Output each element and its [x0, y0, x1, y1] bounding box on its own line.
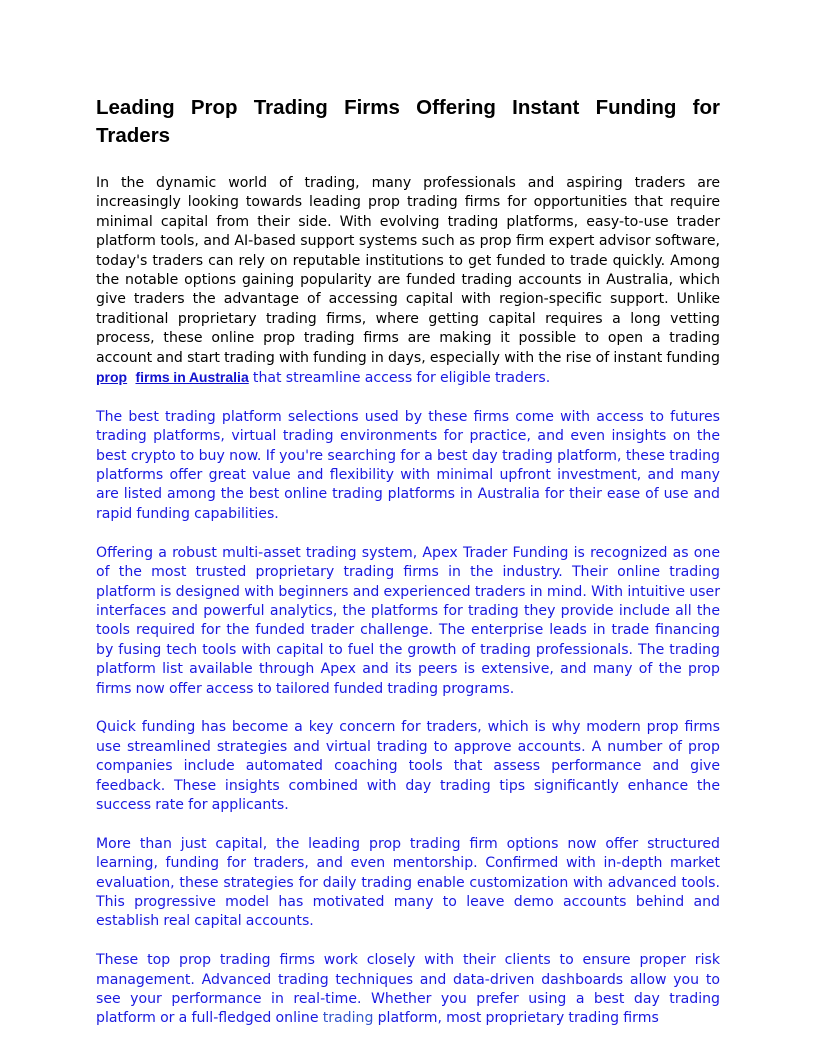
paragraph-risk-text: These top prop trading firms work closely with their clients to ensure proper risk management. Advanced trading techniques and data-driven dashboards allow you to see your performance in real-time. Whether you prefer using a best day trading platform or a full-fledged online: [96, 952, 720, 1027]
article: [96, 94, 720, 1029]
paragraph-intro-tail: that streamline access for eligible traders.: [252, 370, 551, 387]
paragraph-platforms: The best trading platform selections used by these firms come with access to futures trading platforms, virtual trading environments for practice, and even insights on the best crypto to buy now. If you're searching for a best day trading platform, these trading platforms offer great value and flexibility with minimal upfront investment, and many are listed among the best online trading platforms in Australia for their ease of use and rapid funding capabilities.: [96, 408, 720, 522]
paragraph-intro: [96, 174, 720, 388]
paragraph-more-than-capital: More than just capital, the leading prop trading firm options now offer structured learning, funding for traders, and even mentorship. Confirmed with in-depth market evaluation, these strategies for daily trading enable customization with advanced tools. This progressive model has motivated many to leave demo accounts behind and establish real capital accounts.: [96, 835, 720, 930]
page-title: Leading Prop Trading Firms Offering Instant Funding for Traders: [96, 96, 720, 147]
firms-in-australia-link[interactable]: firms in Australia: [135, 369, 249, 386]
paragraph-risk-tail: platform, most proprietary trading firms: [377, 1010, 659, 1027]
paragraph-intro-text: In the dynamic world of trading, many professionals and aspiring traders are increasingly looking towards leading prop trading firms for opportunities that require minimal capital from their side. With evolving trading platforms, easy-to-use trader platform tools, and AI-based support systems such as prop firm expert advisor software, today's traders can rely on reputable institutions to get funded to trade quickly. Among the notable options gaining popularity are funded trading accounts in Australia, which give traders the advantage of accessing capital with region-specific support. Unlike traditional proprietary trading firms, where getting capital requires a long vetting process, these online prop trading firms are making it possible to open a trading account and start trading with funding in days, especially with the rise of instant funding: [96, 175, 720, 366]
paragraph-quick-funding: Quick funding has become a key concern for traders, which is why modern prop firms use streamlined strategies and virtual trading to approve accounts. A number of prop companies include automated coaching tools that assess performance and give feedback. These insights combined with day trading tips significantly enhance the success rate for applicants.: [96, 719, 720, 813]
paragraph-risk-management: [96, 951, 720, 1029]
prop-link[interactable]: prop: [96, 369, 128, 386]
paragraph-apex: Offering a robust multi-asset trading system, Apex Trader Funding is recognized as one of the most trusted proprietary trading firms in the industry. Their online trading platform is designed with beginners and experienced traders in mind. With intuitive user interfaces and powerful analytics, the platforms for trading they provide include all the tools required for the funded trader challenge. The enterprise leads in trade financing by fusing tech tools with capital to fuel the growth of trading professionals. The trading platform list available through Apex and its peers is extensive, and many of the prop firms now offer access to tailored funded trading programs.: [96, 544, 720, 697]
trading-link[interactable]: trading: [322, 1010, 374, 1027]
